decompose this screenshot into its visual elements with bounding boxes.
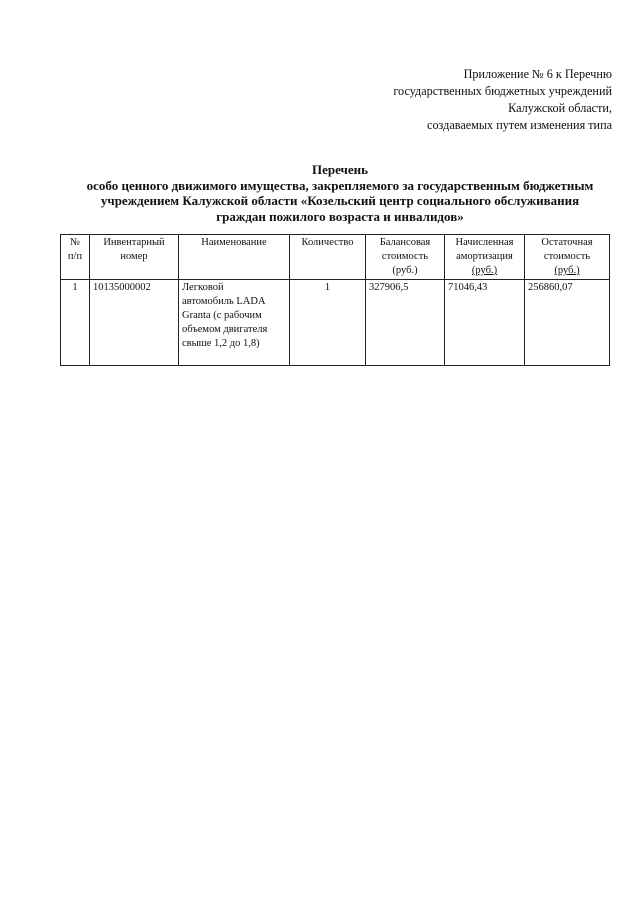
cell-quantity: 1 <box>290 280 366 366</box>
header-number: № п/п <box>61 235 90 280</box>
title-heading: Перечень <box>311 162 369 177</box>
header-residual-value: Остаточная стоимость (руб.) <box>525 235 610 280</box>
appendix-line: Приложение № 6 к Перечню <box>463 67 612 81</box>
header-inventory-number: Инвентарный номер <box>90 235 179 280</box>
appendix-line: государственных бюджетных учреждений <box>393 84 612 98</box>
header-balance-value: Балансовая стоимость (руб.) <box>366 235 445 280</box>
title-line: граждан пожилого возраста и инвалидов» <box>216 208 464 224</box>
header-quantity: Количество <box>290 235 366 280</box>
cell-number: 1 <box>61 280 90 366</box>
title-line: особо ценного движимого имущества, закрепляемого за государственным бюджетным <box>86 177 594 193</box>
title-line: учреждением Калужской области «Козельский центр социального обслуживания <box>100 193 580 208</box>
appendix-line: Калужской области, <box>508 101 612 115</box>
cell-amortization: 71046,43 <box>445 280 525 366</box>
appendix-note <box>393 66 612 134</box>
assets-table <box>60 234 610 366</box>
cell-residual-value: 256860,07 <box>525 280 610 366</box>
header-amortization: Начисленная амортизация (руб.) <box>445 235 525 280</box>
appendix-line: создаваемых путем изменения типа <box>427 118 612 132</box>
cell-name: Легковой автомобиль LADA Granta (с рабочим объемом двигателя свыше 1,2 до 1,8) <box>179 280 290 366</box>
table-header-row <box>61 235 610 280</box>
table-row <box>61 280 610 366</box>
header-name: Наименование <box>179 235 290 280</box>
cell-inventory-number: 10135000002 <box>90 280 179 366</box>
document-title <box>40 162 640 224</box>
cell-balance-value: 327906,5 <box>366 280 445 366</box>
